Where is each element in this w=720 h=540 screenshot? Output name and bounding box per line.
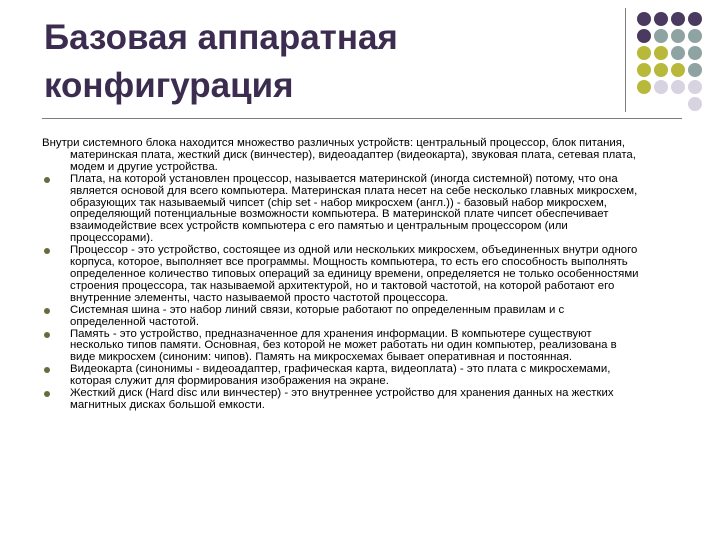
bullet-text: Процессор - это устройство, состоящее из одной или нескольких микросхем, объединенных внутри одного корпуса, которое, выполняет все программы. Мощность компьютера, то есть его способность выполнять определенное количество типовых операций за единицу времени, определяется не только особенностями строения процессора, так называемой архитектурой, но и тактовой частотой, на которой работают его внутренние элементы, часто называемой просто частотой процессора. [70, 244, 639, 304]
bullet-text: Плата, на которой установлен процессор, называется материнской (иногда системной) потому, что она является основой для всего компьютера. Материнская плата несет на себе несколько главных микросхем, образующих так называемый чипсет (chip set - набор микросхем (англ.)) - базовый набор микросхем, определяющий потенциальные возможности компьютера. В материнской плате чипсет обеспечивает взаимодействие всех устройств компьютера с его памятью и центральным процессором (или процессорами). [70, 172, 638, 245]
decorative-dot [637, 29, 651, 43]
slide-title-line-2: конфигурация [44, 66, 294, 105]
decorative-dot [671, 80, 685, 94]
decorative-dot [688, 46, 702, 60]
vertical-divider [625, 8, 626, 112]
decorative-dot [654, 12, 668, 26]
intro-paragraph: Внутри системного блока находится множество различных устройств: центральный процессор, блок питания, материнская плата, жесткий диск (винчестер), видеоадаптер (видеокарта), звуковая плата, сетевая плата, модем и другие устройства. [42, 137, 636, 173]
bullet-dot-icon [44, 332, 50, 338]
bullet-item-system-bus [42, 305, 642, 329]
horizontal-divider [42, 118, 682, 119]
bullet-item-video-card [42, 364, 642, 388]
slide-body [42, 138, 642, 412]
bullet-text: Видеокарта (синонимы - видеоадаптер, графическая карта, видеоплата) - это плата с микросхемами, которая служит для формирования изображения на экране. [70, 363, 611, 388]
bullet-text: Память - это устройство, предназначенное для хранения информации. В компьютере существуют несколько типов памяти. Основная, без которой не может работать ни один компьютер, реализована в виде микросхем (синоним: чипов). Память на микросхемах бывает оперативная и постоянная. [70, 327, 617, 364]
bullet-item-memory [42, 329, 642, 365]
decorative-dot [688, 63, 702, 77]
decorative-dot [688, 80, 702, 94]
slide-title-line-1: Базовая аппаратная [44, 18, 398, 57]
slide-title [44, 14, 584, 110]
decorative-dot [654, 63, 668, 77]
decorative-dot [654, 29, 668, 43]
decorative-dot [654, 80, 668, 94]
bullet-item-hard-disk [42, 388, 642, 412]
bullet-item-motherboard [42, 174, 642, 245]
bullet-dot-icon [44, 248, 50, 254]
decorative-dot [671, 29, 685, 43]
decorative-dot [688, 12, 702, 26]
decorative-dot [637, 12, 651, 26]
decorative-dot [671, 63, 685, 77]
bullet-text: Жесткий диск (Hard disc или винчестер) - это внутреннее устройство для хранения данных на жестких магнитных дисках большой емкости. [70, 387, 614, 411]
decorative-dot [654, 46, 668, 60]
bullet-dot-icon [44, 308, 50, 314]
decorative-dot [671, 46, 685, 60]
bullet-text: Системная шина - это набор линий связи, которые работают по определенным правилам и с определенной частотой. [70, 303, 565, 328]
bullet-item-processor [42, 245, 642, 305]
decorative-dot [637, 46, 651, 60]
decorative-dot [688, 97, 702, 111]
decorative-dot [688, 29, 702, 43]
bullet-dot-icon [44, 177, 50, 183]
decorative-dot [637, 63, 651, 77]
decorative-dot [637, 80, 651, 94]
decorative-dot-grid [637, 12, 711, 112]
decorative-dot [671, 12, 685, 26]
bullet-dot-icon [44, 367, 50, 373]
bullet-dot-icon [44, 391, 50, 397]
